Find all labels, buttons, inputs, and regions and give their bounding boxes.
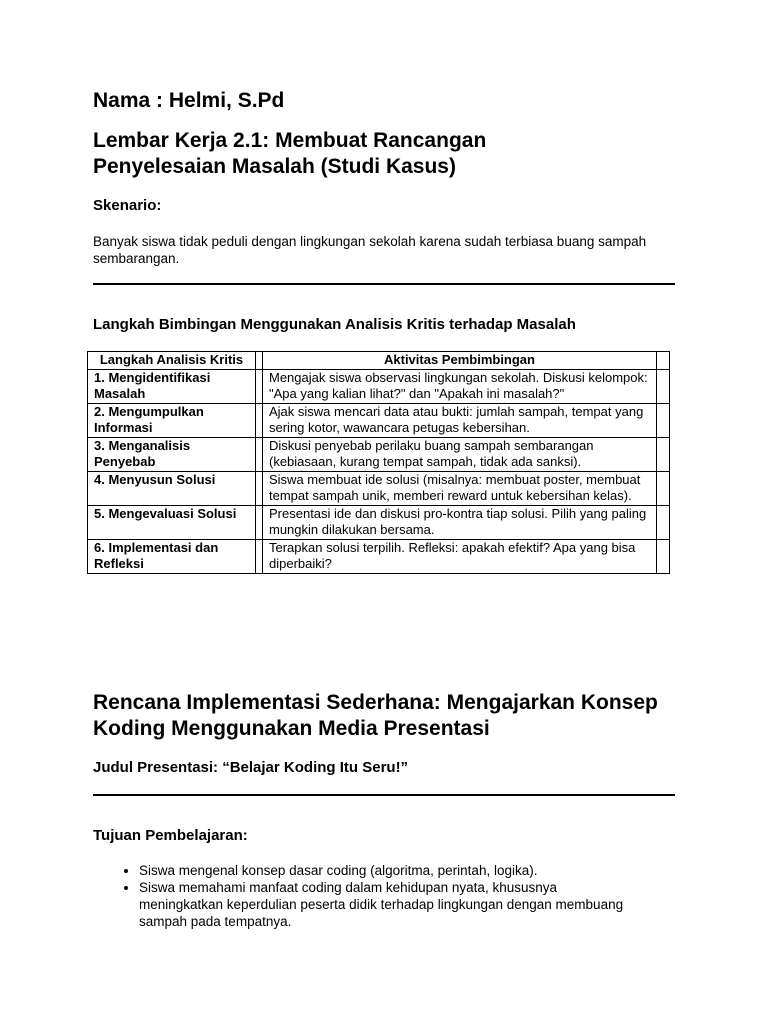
step-cell: 3. Menganalisis Penyebab [88, 437, 256, 471]
list-item: • Siswa memahami manfaat coding dalam kehidupan nyata, khususnya meningkatkan keperdulian peserta didik terhadap lingkungan dengan membuang sampah pada tempatnya. [139, 879, 639, 930]
spacer-cell [657, 369, 670, 403]
spacer-cell [657, 471, 670, 505]
table-row [88, 505, 670, 539]
spacer-cell [657, 539, 670, 573]
spacer-cell [657, 505, 670, 539]
steps-heading: Langkah Bimbingan Menggunakan Analisis Kritis terhadap Masalah [93, 316, 576, 333]
table-row [88, 471, 670, 505]
spacer-cell [256, 505, 263, 539]
spacer-cell [657, 352, 670, 370]
table-row [88, 403, 670, 437]
activity-cell: Terapkan solusi terpilih. Refleksi: apakah efektif? Apa yang bisa diperbaiki? [263, 539, 657, 573]
table-row [88, 437, 670, 471]
step-cell: 2. Mengumpulkan Informasi [88, 403, 256, 437]
step-cell: 5. Mengevaluasi Solusi [88, 505, 256, 539]
column-header-activity: Aktivitas Pembimbingan [263, 352, 657, 370]
spacer-cell [256, 437, 263, 471]
activity-cell: Mengajak siswa observasi lingkungan sekolah. Diskusi kelompok: "Apa yang kalian lihat?" dan "Apakah ini masalah?" [263, 369, 657, 403]
presentation-title: Judul Presentasi: “Belajar Koding Itu Seru!” [93, 759, 409, 776]
scenario-heading: Skenario: [93, 197, 162, 214]
activity-cell: Presentasi ide dan diskusi pro-kontra tiap solusi. Pilih yang paling mungkin dilakukan bersama. [263, 505, 657, 539]
column-header-step: Langkah Analisis Kritis [88, 352, 256, 370]
scenario-text: Banyak siswa tidak peduli dengan lingkungan sekolah karena sudah terbiasa buang sampah sembarangan. [93, 234, 647, 266]
step-cell: 4. Menyusun Solusi [88, 471, 256, 505]
activity-cell: Diskusi penyebab perilaku buang sampah sembarangan (kebiasaan, kurang tempat sampah, tidak ada sanksi). [263, 437, 657, 471]
spacer-cell [256, 471, 263, 505]
spacer-cell [256, 352, 263, 370]
step-cell: 6. Implementasi dan Refleksi [88, 539, 256, 573]
author-name: Nama : Helmi, S.Pd [93, 89, 285, 112]
objectives-list [93, 862, 639, 930]
table-row [88, 539, 670, 573]
activity-cell: Siswa membuat ide solusi (misalnya: membuat poster, membuat tempat sampah unik, memberi reward untuk kebersihan kelas). [263, 471, 657, 505]
table-header-row [88, 352, 670, 370]
table-row [88, 369, 670, 403]
spacer-cell [256, 539, 263, 573]
horizontal-rule [93, 283, 675, 285]
analysis-table [87, 351, 670, 574]
spacer-cell [256, 369, 263, 403]
spacer-cell [256, 403, 263, 437]
activity-cell: Ajak siswa mencari data atau bukti: jumlah sampah, tempat yang sering kotor, wawancara petugas kebersihan. [263, 403, 657, 437]
list-item: • Siswa mengenal konsep dasar coding (algoritma, perintah, logika). [139, 862, 639, 879]
spacer-cell [657, 437, 670, 471]
plan-title: Rencana Implementasi Sederhana: Mengajarkan Konsep Koding Menggunakan Media Presentasi [93, 691, 658, 740]
worksheet-title: Lembar Kerja 2.1: Membuat Rancangan Penyelesaian Masalah (Studi Kasus) [93, 129, 487, 178]
spacer-cell [657, 403, 670, 437]
step-cell: 1. Mengidentifikasi Masalah [88, 369, 256, 403]
horizontal-rule [93, 794, 675, 796]
objectives-heading: Tujuan Pembelajaran: [93, 827, 248, 844]
